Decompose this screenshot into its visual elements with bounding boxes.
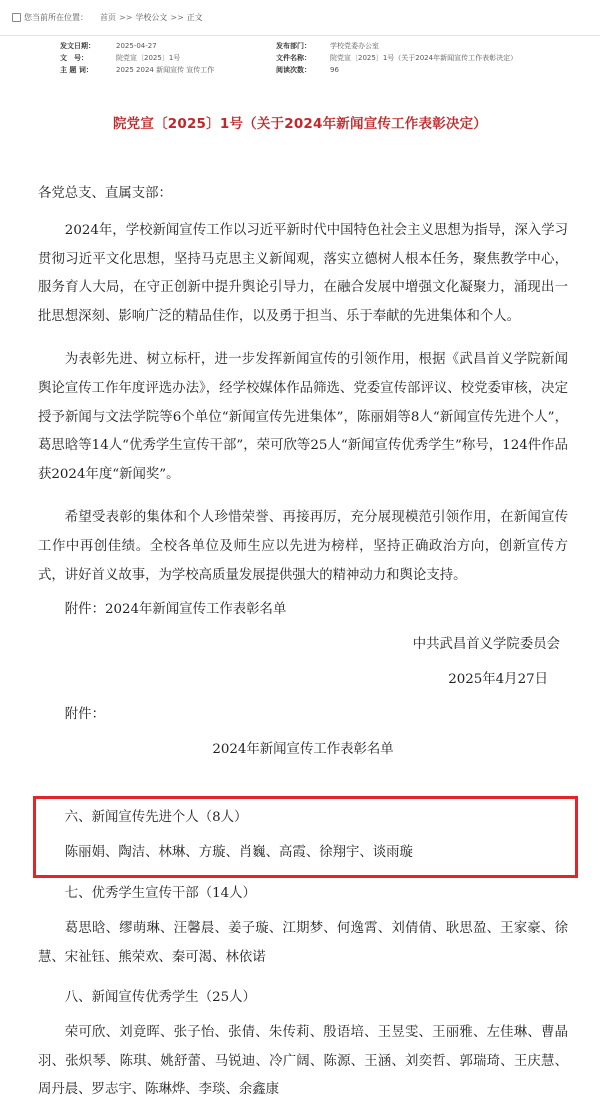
location-icon xyxy=(12,13,21,22)
section-names: 陈丽娟、陶洁、林琳、方璇、肖巍、高霞、徐翔宇、谈雨璇 xyxy=(64,844,413,860)
breadcrumb-docs-link[interactable]: 学校公文 xyxy=(135,13,168,22)
breadcrumb xyxy=(0,0,600,36)
breadcrumb-separator: >> xyxy=(170,13,184,22)
paragraph: 2024年，学校新闻宣传工作以习近平新时代中国特色社会主义思想为指导，深入学习贯彻习近平文化思想，坚持马克思主义新闻观，落实立德树人根本任务，聚焦教学中心，服务育人大局，在守正创新中提升舆论引导力，在融合发展中增强文化凝聚力，涌现出一批思想深刻、影响广泛的精品佳作，以及勇于担当、乐于奉献的先进集体和个人。 xyxy=(38,222,568,325)
document-body xyxy=(38,180,568,764)
signature: 中共武昌首义学院委员会 xyxy=(412,637,560,653)
meta-label: 文件名称： xyxy=(276,54,311,62)
meta-row xyxy=(60,64,560,76)
award-section xyxy=(38,880,568,972)
section-heading: 八、新闻宣传优秀学生（25人） xyxy=(64,990,256,1005)
meta-value: 96 xyxy=(330,66,339,74)
meta-value: 2025-04-27 xyxy=(116,42,157,50)
meta-row xyxy=(60,40,560,52)
paragraph: 希望受表彰的集体和个人珍惜荣誉、再接再厉，充分展现模范引领作用，在新闻宣传工作中再创佳绩。全校各单位及师生应以先进为榜样，坚持正确政治方向，创新宣传方式，讲好首义故事，为学校高质量发展提供强大的精神动力和舆论支持。 xyxy=(38,509,568,583)
salutation: 各党总支、直属支部： xyxy=(38,186,172,201)
meta-value: 学校党委办公室 xyxy=(330,42,379,50)
document-meta xyxy=(60,40,560,76)
meta-label: 阅读次数： xyxy=(276,66,311,74)
award-section xyxy=(38,804,568,868)
attachment-label: 附件： xyxy=(64,706,105,722)
breadcrumb-home-link[interactable]: 首页 xyxy=(100,13,116,22)
attachment-line: 附件：2024年新闻宣传工作表彰名单 xyxy=(64,602,287,618)
list-title: 2024年新闻宣传工作表彰名单 xyxy=(212,741,394,757)
document-title: 院党宣〔2025〕1号（关于2024年新闻宣传工作表彰决定） xyxy=(112,116,488,132)
section-heading: 七、优秀学生宣传干部（14人） xyxy=(64,886,256,901)
meta-label: 文 号： xyxy=(60,54,88,62)
section-names: 荣可欣、刘竟晖、张子怡、张倩、朱传莉、殷语培、王昱雯、王丽雅、左佳琳、曹晶羽、张炽琴、陈琪、姚舒蕾、马锐迪、冷广阔、陈源、王涵、刘奕哲、郭瑞琦、王庆慧、周丹晨、罗志宇、陈琳烨、李琰、余鑫康 xyxy=(38,1024,568,1098)
meta-value: 院党宣〔2025〕1号 xyxy=(116,54,181,62)
paragraph: 为表彰先进、树立标杆，进一步发挥新闻宣传的引领作用，根据《武昌首义学院新闻舆论宣传工作年度评选办法》，经学校媒体作品筛选、党委宣传部评议、校党委审核，决定授予新闻与文法学院等6个单位“新闻宣传先进集体”，陈丽娟等8人“新闻宣传先进个人”，葛思晗等14人“优秀学生宣传干部”，荣可欣等25人“新闻宣传优秀学生”称号，124件作品获2024年度“新闻奖”。 xyxy=(38,351,568,483)
breadcrumb-separator: >> xyxy=(119,13,133,22)
breadcrumb-prefix: 您当前所在位置： xyxy=(24,13,88,22)
meta-row xyxy=(60,52,560,64)
meta-label: 发布部门： xyxy=(276,42,311,50)
section-names: 葛思晗、缪萌琳、汪馨晨、姜子璇、江期梦、何逸霄、刘倩倩、耿思盈、王家豪、徐慧、宋祉钰、熊荣欢、秦可渴、林依诺 xyxy=(38,920,568,965)
award-section xyxy=(38,984,568,1105)
section-heading: 六、新闻宣传先进个人（8人） xyxy=(64,810,248,825)
meta-value: 院党宣〔2025〕1号（关于2024年新闻宣传工作表彰决定） xyxy=(330,54,518,62)
meta-value: 2025 2024 新闻宣传 宣传工作 xyxy=(116,66,215,74)
breadcrumb-current: 正文 xyxy=(186,13,203,22)
meta-label: 发文日期： xyxy=(60,42,95,50)
meta-label: 主 题 词： xyxy=(60,66,93,74)
document-date: 2025年4月27日 xyxy=(448,671,548,687)
